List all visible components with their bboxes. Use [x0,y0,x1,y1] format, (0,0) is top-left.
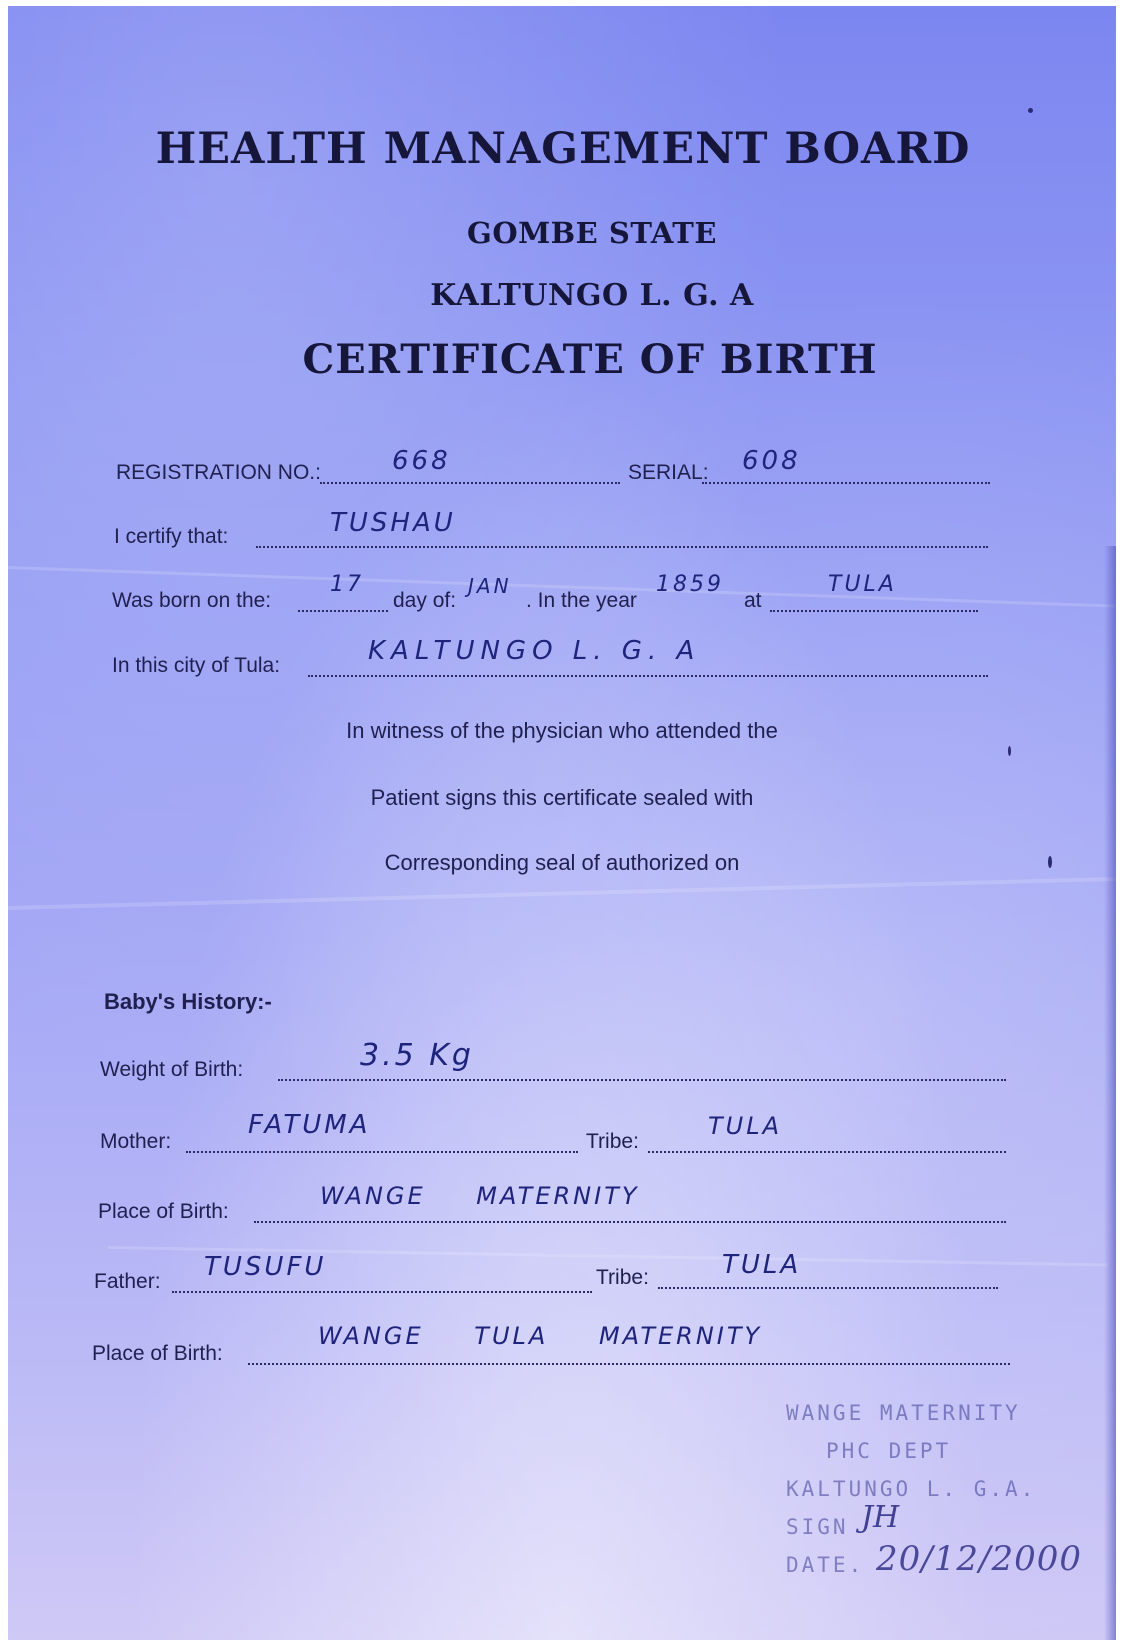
father-place-of-birth-dotted-line [248,1363,1010,1365]
father-tribe-value: TULA [722,1250,802,1280]
stamp-line-2: PHC DEPT [826,1439,952,1463]
maternity-stamp [786,1394,1086,1594]
certify-value: TUSHAU [330,508,456,538]
mother-tribe-value: TULA [708,1112,783,1140]
city-value: KALTUNGO L. G. A [368,636,701,666]
registration-dotted-line [320,482,620,484]
weight-value: 3.5 Kg [360,1038,474,1073]
stamp-signature: JH [861,1500,900,1535]
father-place-of-birth-label: Place of Birth: [92,1342,223,1365]
witness-line-1: In witness of the physician who attended the [346,718,778,743]
in-year-label: . In the year [526,589,637,612]
born-on-label: Was born on the: [112,589,272,612]
born-place-value: TULA [828,572,897,597]
ink-speck [1028,108,1033,113]
father-label: Father: [94,1270,161,1293]
stamp-line-5: DATE. [786,1553,865,1577]
board-title: HEALTH MANAGEMENT BOARD [155,124,971,174]
father-dotted-line [172,1291,592,1293]
weight-label: Weight of Birth: [100,1058,244,1081]
mother-dotted-line [186,1151,578,1153]
witness-line-2: Patient signs this certificate sealed with [370,785,754,810]
city-label: In this city of Tula: [112,654,281,677]
serial-label: SERIAL: [628,461,709,484]
paper-edge-shadow [1104,546,1116,1640]
father-place-of-birth-value: WANGE TULA MATERNITY [318,1322,763,1350]
mother-place-of-birth-dotted-line [254,1221,1006,1223]
born-day-dotted-line [298,610,388,612]
weight-dotted-line [278,1079,1006,1081]
stamp-line-1: WANGE MATERNITY [786,1401,1021,1425]
paper-crease [8,877,1116,910]
stamp-line-3: KALTUNGO L. G.A. [786,1477,1037,1501]
born-month-value: JAN [468,574,512,598]
serial-value: 608 [742,446,801,476]
state-title: GOMBE STATE [467,216,717,250]
father-tribe-label: Tribe: [596,1266,649,1289]
father-value: TUSUFU [204,1252,327,1282]
born-year-value: 1859 [656,572,724,597]
registration-label: REGISTRATION NO.: [116,461,321,484]
ink-speck [1008,746,1011,756]
mother-place-of-birth-value: WANGE MATERNITY [320,1182,640,1210]
city-dotted-line [308,675,988,677]
baby-history-heading: Baby's History:- [104,989,272,1014]
certificate-title: CERTIFICATE OF BIRTH [302,336,878,383]
day-of-label: day of: [393,589,457,612]
mother-value: FATUMA [248,1110,371,1140]
serial-dotted-line [702,482,990,484]
father-tribe-dotted-line [658,1287,998,1289]
lga-title: KALTUNGO L. G. A [430,278,754,313]
mother-label: Mother: [100,1130,172,1153]
registration-value: 668 [392,446,451,476]
certificate-paper [8,6,1116,1640]
certify-label: I certify that: [114,525,229,548]
at-label: at [744,589,762,612]
mother-tribe-label: Tribe: [586,1130,639,1153]
stamp-line-4: SIGN [786,1515,849,1539]
mother-tribe-dotted-line [648,1151,1006,1153]
born-place-dotted-line [770,610,978,612]
born-day-value: 17 [330,572,364,597]
stamp-date-value: 20/12/2000 [876,1539,1082,1579]
mother-place-of-birth-label: Place of Birth: [98,1200,229,1223]
witness-line-3: Corresponding seal of authorized on [384,850,740,875]
certify-dotted-line [256,546,988,548]
